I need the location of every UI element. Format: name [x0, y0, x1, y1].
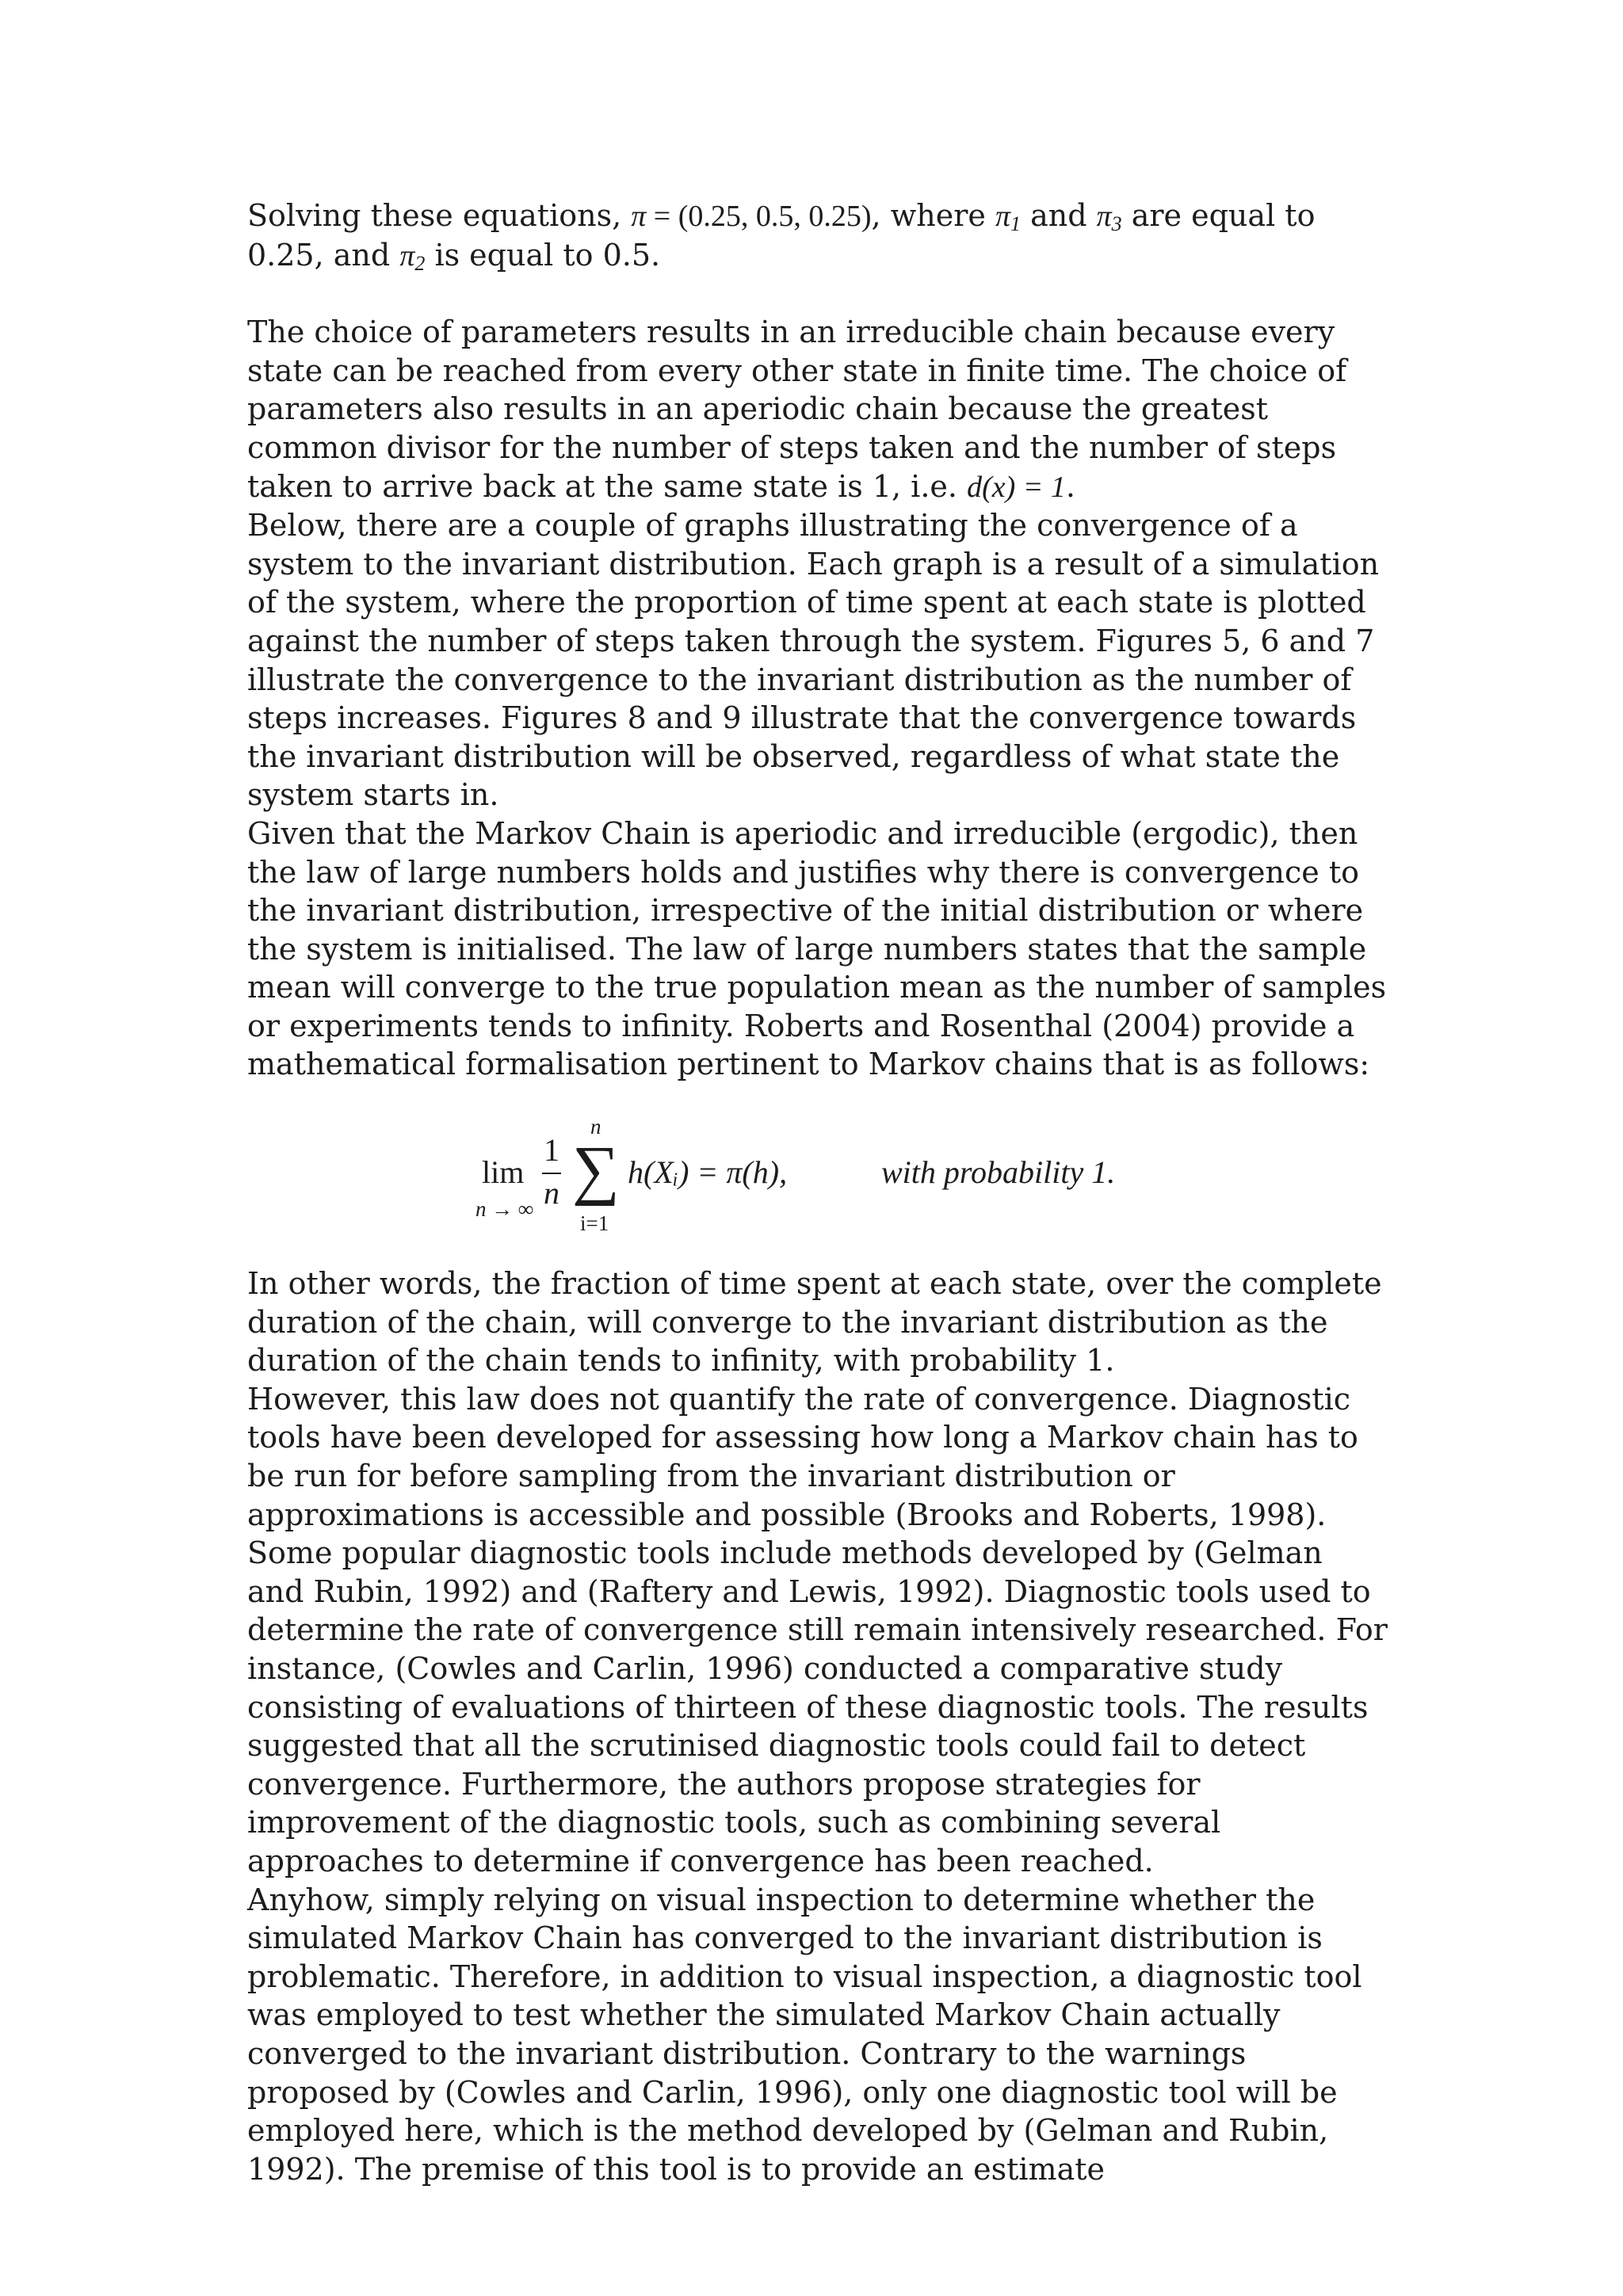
subscript: 1	[1010, 212, 1021, 235]
text-run: and	[1020, 198, 1097, 233]
text-run: Solving these equations,	[247, 198, 632, 233]
subscript: 2	[414, 251, 426, 275]
paragraph-solution	[247, 196, 1388, 275]
pi-symbol: π	[995, 200, 1010, 233]
paragraph-law-large-numbers: Given that the Markov Chain is aperiodic and irreducible (ergodic), then the law of large numbers holds and justifies why there is convergence to the invariant distribution, irrespective of the initial distribution or where the system is initialised. The law of large numbers states that the sample mean will converge to the true population mean as the number of samples or experiments tends to infinity. Roberts and Rosenthal (2004) provide a mathematical formalisation pertinent to Markov chains that is as follows:	[247, 815, 1387, 1082]
paragraph-other-words: In other words, the fraction of time spent at each state, over the complete duration of the chain, will converge to the invariant distribution as the duration of the chain tends to infinity, with probability 1.	[247, 1266, 1382, 1379]
eq-body: h(Xᵢ) = π(h),	[628, 1154, 788, 1191]
text-run: , where	[871, 198, 995, 233]
paragraph-irreducible	[247, 313, 1388, 506]
ergodic-equation	[247, 1108, 1388, 1236]
paragraph-visual-inspection: Anyhow, simply relying on visual inspection to determine whether the simulated Markov Chain has converged to the invariant distribution is problematic. Therefore, in addition to visual inspection, a diagnostic tool was employed to test whether the simulated Markov Chain actually converged to the invariant distribution. Contrary to the warnings proposed by (Cowles and Carlin, 1996), only one diagnostic tool will be employed here, which is the method developed by (Gelman and Rubin, 1992). The premise of this tool is to provide an estimate	[247, 1882, 1362, 2187]
eq-lim-subscript: n → ∞	[475, 1197, 534, 1222]
eq-sum-lower: i=1	[580, 1211, 609, 1236]
pi-symbol: π	[631, 200, 647, 233]
eq-lim: lim	[482, 1154, 525, 1191]
text-run: .	[1065, 468, 1075, 504]
text-run: is equal to 0.5.	[425, 237, 661, 273]
eq-fraction-numerator: 1	[544, 1132, 559, 1169]
document-page	[247, 196, 1388, 2188]
subscript: 3	[1111, 212, 1122, 235]
paragraph-graphs: Below, there are a couple of graphs illustrating the convergence of a system to the invariant distribution. Each graph is a result of a simulation of the system, where the proportion of time spent at each state is plotted against the number of steps taken through the system. Figures 5, 6 and 7 illustrate the convergence to the invariant distribution as the number of steps increases. Figures 8 and 9 illustrate that the convergence towards the invariant distribution will be observed, regardless of what state the system starts in.	[247, 508, 1380, 813]
pi-symbol: π	[399, 238, 415, 273]
eq-condition: with probability 1.	[881, 1154, 1116, 1191]
pi-symbol: π	[1096, 200, 1112, 233]
eq-sigma: ∑	[572, 1133, 620, 1207]
eq-sum-upper: n	[590, 1115, 601, 1139]
text-run: are equal to 0.25, and	[247, 198, 1316, 273]
eq-fraction-denominator: n	[544, 1175, 559, 1211]
paragraph-diagnostics: However, this law does not quantify the rate of convergence. Diagnostic tools have been developed for assessing how long a Markov chain has to be run for before sampling from the invariant distribution or approximations is accessible and possible (Brooks and Roberts, 1998). Some popular diagnostic tools include methods developed by (Gelman and Rubin, 1992) and (Raftery and Lewis, 1992). Diagnostic tools used to determine the rate of convergence still remain intensively researched. For instance, (Cowles and Carlin, 1996) conducted a comparative study consisting of evaluations of thirteen of these diagnostic tools. The results suggested that all the scrutinised diagnostic tools could fail to detect convergence. Furthermore, the authors propose strategies for improvement of the diagnostic tools, such as combining several approaches to determine if convergence has been reached.	[247, 1381, 1388, 1878]
text-run: The choice of parameters results in an irreducible chain because every state can be reached from every other state in finite time. The choice of parameters also results in an aperiodic chain because the greatest common divisor for the number of steps taken and the number of steps taken to arrive back at the same state is 1, i.e.	[247, 315, 1347, 504]
pi-vector: = (0.25, 0.5, 0.25)	[646, 200, 872, 233]
period-equation: d(x) = 1	[967, 470, 1066, 504]
